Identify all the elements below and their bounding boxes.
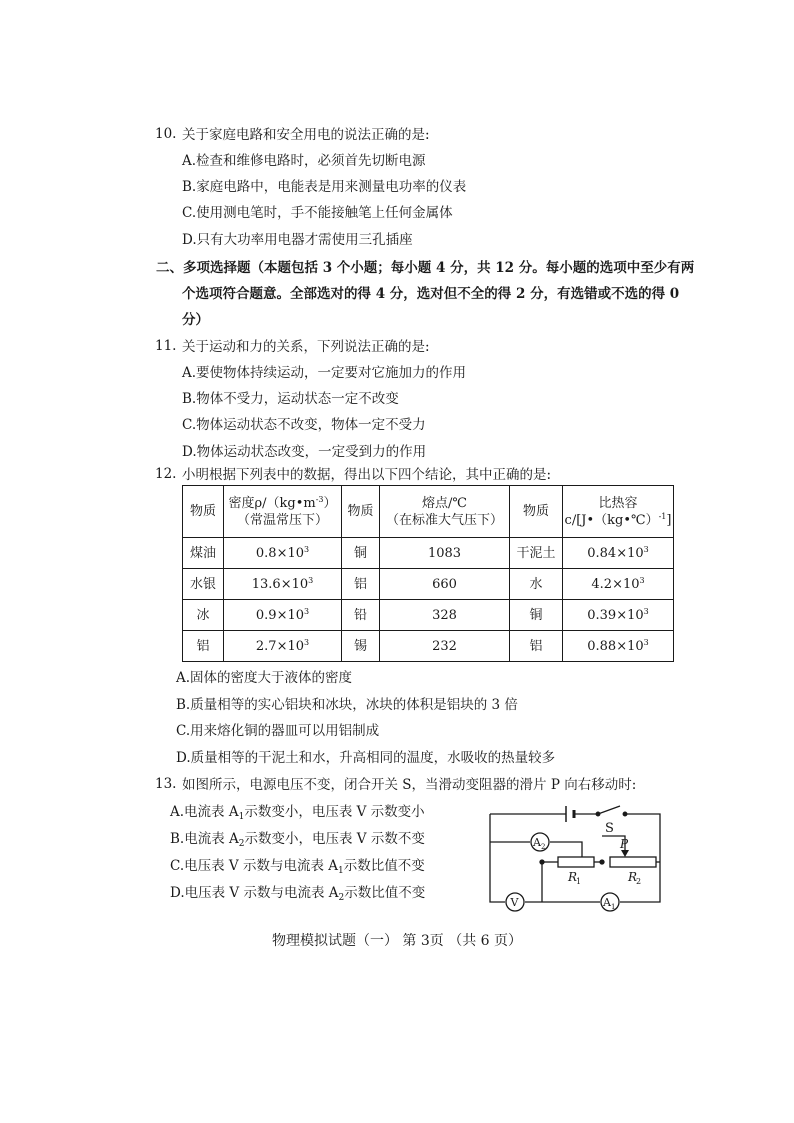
table-row: [183, 538, 674, 569]
question-stem: 关于运动和力的关系，下列说法正确的是:: [182, 339, 430, 355]
ammeter-a1-label: A: [603, 896, 611, 909]
header-melting: [380, 486, 510, 538]
table-row: [183, 631, 674, 662]
cell-melting: 232: [380, 631, 510, 662]
heat-title: 比热容: [598, 495, 638, 511]
slider-label: P: [620, 837, 629, 851]
question-stem: 如图所示，电源电压不变，闭合开关 S，当滑动变阻器的滑片 P 向右移动时:: [182, 777, 637, 793]
header-substance: 物质: [183, 486, 224, 538]
melting-note: （在标准大气压下）: [385, 512, 503, 528]
cell-density: [224, 631, 342, 662]
density-value-exp: 3: [304, 606, 310, 616]
density-value: 2.7×10: [255, 638, 304, 654]
heat-value: 0.84×10: [587, 545, 644, 561]
option-b: [170, 830, 425, 848]
ammeter-a1-sub: 1: [611, 903, 616, 911]
option-b: B.家庭电路中，电能表是用来测量电功率的仪表: [182, 179, 467, 195]
cell-substance: 铜: [510, 600, 563, 631]
cell-substance: 冰: [183, 600, 224, 631]
section-line-3: 分）: [182, 312, 209, 328]
cell-substance: 铜: [342, 538, 380, 569]
resistor-r2-icon: [610, 837, 656, 886]
option-d-pre: D.电压表 V 示数与电流表 A: [170, 885, 339, 901]
section-line-2: 个选项符合题意。全部选对的得 4 分，选对但不全的得 2 分，有选错或不选的得 0: [182, 286, 680, 302]
option-a: [170, 803, 425, 821]
cell-density: [224, 600, 342, 631]
cell-substance: 煤油: [183, 538, 224, 569]
option-c-sub: 1: [338, 866, 344, 876]
question-number: 13.: [155, 776, 177, 792]
circuit-diagram: [480, 796, 670, 916]
slider-arrow-icon: [621, 850, 629, 857]
question-stem: 小明根据下列表中的数据，得出以下四个结论，其中正确的是:: [182, 467, 552, 483]
density-value: 0.9×10: [255, 607, 304, 623]
cell-density: [224, 538, 342, 569]
density-value-exp: 3: [308, 575, 314, 585]
voltmeter-icon: [506, 893, 524, 911]
heat-value: 0.39×10: [587, 607, 644, 623]
option-a-sub: 1: [238, 812, 245, 822]
option-c-pre: C.电压表 V 示数与电流表 A: [170, 858, 339, 874]
option-a: A.要使物体持续运动，一定要对它施加力的作用: [182, 365, 467, 381]
cell-substance: 水: [510, 569, 563, 600]
option-b-pre: B.电流表 A: [170, 831, 239, 847]
heat-value-exp: 3: [643, 637, 649, 647]
header-substance: 物质: [342, 486, 380, 538]
option-d: D.物体运动状态改变，一定受到力的作用: [182, 444, 427, 460]
header-heat: [563, 486, 674, 538]
junction-dot: [600, 860, 604, 864]
page-footer: 物理模拟试题（一） 第 3页 （共 6 页）: [271, 933, 523, 949]
heat-value-exp: 3: [643, 606, 649, 616]
cell-melting: 660: [380, 569, 510, 600]
cell-substance: 铅: [342, 600, 380, 631]
resistor-r1-icon: [558, 857, 594, 886]
heat-value-exp: 3: [639, 575, 645, 585]
density-value-exp: 3: [304, 544, 310, 554]
r2-sub: 2: [636, 877, 642, 886]
r1-sub: 1: [576, 877, 582, 886]
option-c: [170, 857, 425, 875]
option-a-post: 示数变小，电压表 V 示数变小: [244, 804, 425, 820]
heat-value-exp: 3: [643, 544, 649, 554]
density-close: ）: [323, 495, 337, 511]
r2-label: R: [628, 870, 638, 884]
density-exponent: -3: [315, 494, 324, 504]
question-number: 10.: [155, 126, 177, 142]
melting-title: 熔点/℃: [422, 495, 467, 511]
junction-dot: [540, 860, 544, 864]
cell-melting: 328: [380, 600, 510, 631]
heat-unit: c/[J•（kg•℃）: [564, 512, 659, 528]
density-value: 0.8×10: [255, 545, 304, 561]
option-a: A.固体的密度大于液体的密度: [176, 670, 353, 686]
option-d: D.只有大功率用电器才需使用三孔插座: [182, 232, 413, 248]
table-row: [183, 600, 674, 631]
table-row: [183, 569, 674, 600]
voltmeter-label: V: [510, 896, 519, 909]
option-c: C.物体运动状态不改变，物体一定不受力: [182, 417, 426, 433]
option-a-pre: A.电流表 A: [170, 804, 239, 820]
option-c: C.用来熔化铜的器皿可以用铝制成: [176, 723, 380, 739]
option-d: D.质量相等的干泥土和水，升高相同的温度，水吸收的热量较多: [176, 750, 556, 766]
cell-substance: 水银: [183, 569, 224, 600]
switch-label: S: [605, 821, 614, 836]
cell-melting: 1083: [380, 538, 510, 569]
question-number: 12.: [155, 466, 177, 482]
header-substance: 物质: [510, 486, 563, 538]
question-number: 11.: [155, 338, 177, 354]
density-value-exp: 3: [304, 637, 310, 647]
option-b: B.质量相等的实心铝块和冰块，冰块的体积是铝块的 3 倍: [176, 697, 518, 713]
cell-heat: [563, 538, 674, 569]
cell-heat: [563, 631, 674, 662]
option-b-post: 示数变小，电压表 V 示数不变: [244, 831, 425, 847]
density-note: （常温常压下）: [236, 512, 328, 528]
section-line-1: 二、多项选择题（本题包括 3 个小题；每小题 4 分，共 12 分。每小题的选项中至少有两: [156, 260, 695, 276]
data-table: [182, 485, 674, 662]
ammeter-a2-label: A: [533, 836, 541, 849]
option-c: C.使用测电笔时，手不能接触笔上任何金属体: [182, 205, 453, 221]
battery-icon: [566, 806, 574, 822]
option-c-post: 示数比值不变: [343, 858, 425, 874]
heat-exponent: -1: [658, 511, 667, 521]
cell-substance: 铝: [183, 631, 224, 662]
heat-value: 4.2×10: [591, 576, 640, 592]
cell-heat: [563, 600, 674, 631]
cell-substance: 锡: [342, 631, 380, 662]
ammeter-a2-icon: [531, 833, 549, 851]
heat-value: 0.88×10: [587, 638, 644, 654]
cell-substance: 铝: [342, 569, 380, 600]
cell-substance: 干泥土: [510, 538, 563, 569]
option-d-post: 示数比值不变: [344, 885, 426, 901]
cell-density: [224, 569, 342, 600]
table-header-row: [183, 486, 674, 538]
switch-icon: [596, 806, 627, 836]
option-d: [170, 884, 425, 902]
question-stem: 关于家庭电路和安全用电的说法正确的是:: [182, 127, 430, 143]
density-title: 密度ρ/（kg•m: [228, 495, 316, 511]
cell-substance: 铝: [510, 631, 563, 662]
density-value: 13.6×10: [251, 576, 309, 592]
option-d-sub: 2: [338, 893, 345, 903]
option-a: A.检查和维修电路时，必须首先切断电源: [182, 153, 426, 169]
ammeter-a2-sub: 2: [541, 843, 546, 851]
r1-label: R: [568, 870, 578, 884]
heat-close: ]: [666, 512, 672, 528]
ammeter-a1-icon: [601, 893, 619, 911]
cell-heat: [563, 569, 674, 600]
header-density: [224, 486, 342, 538]
option-b-sub: 2: [238, 839, 245, 849]
option-b: B.物体不受力，运动状态一定不改变: [182, 391, 399, 407]
